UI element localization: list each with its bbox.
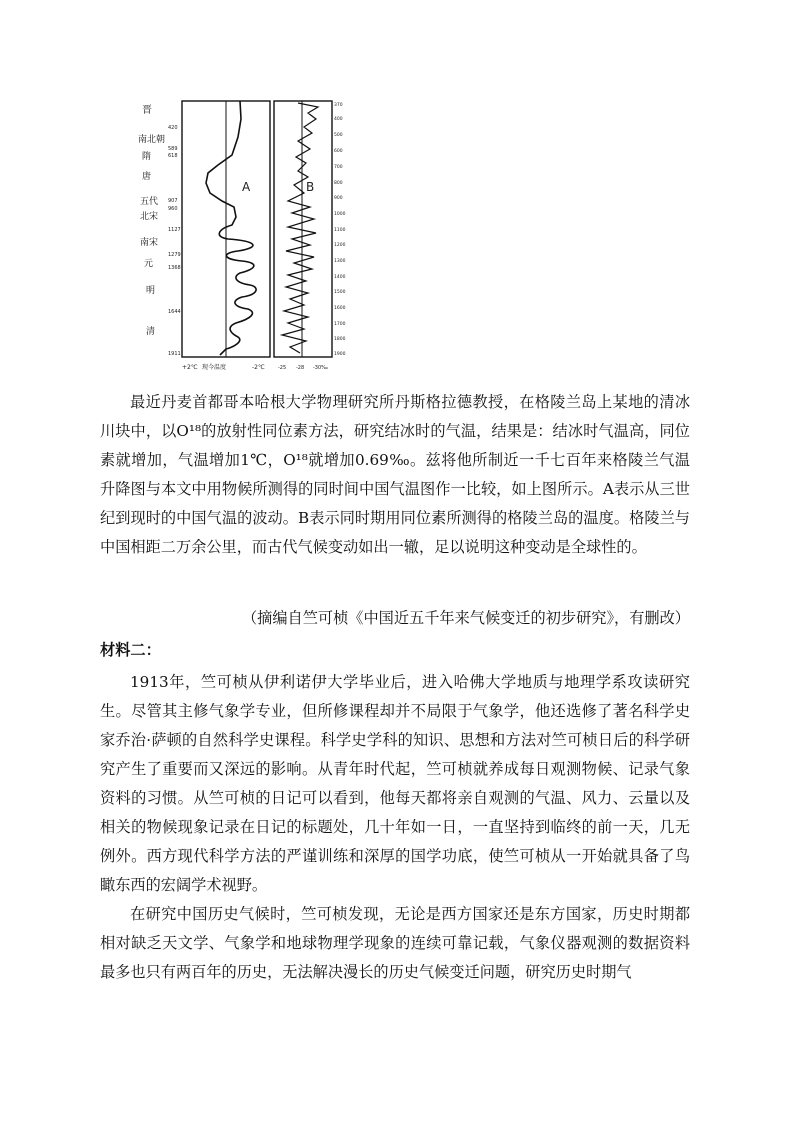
year-tick: 907 <box>168 198 178 204</box>
dynasty-label: 北宋 <box>140 212 159 222</box>
right-axis-year: 1600 <box>334 306 346 311</box>
dynasty-label: 清 <box>146 327 156 337</box>
panel-b-curve <box>282 103 318 353</box>
right-axis-year: 1700 <box>334 322 346 327</box>
body-paragraph: 最近丹麦首都哥本哈根大学物理研究所丹斯格拉德教授，在格陵兰岛上某地的清冰川块中，以O¹⁸的放射性同位素方法，研究结冰时的气温，结果是：结冰时气温高，同位素就增加，气温增加1℃，O¹⁸就增加0.69‰。兹将他所制近一千七百年来格陵兰气温升降图与本文中用物候所测得的同时间中国气温图作一比较，如上图所示。A表示从三世纪到现时的中国气温的波动。B表示同时期用同位素所测得的格陵兰岛的温度。格陵兰与中国相距二万余公里，而古代气候变动如出一辙，足以说明这种变动是全球性的。 <box>100 393 690 556</box>
right-axis-year: 1500 <box>334 290 346 295</box>
material-two-body <box>100 668 690 987</box>
year-tick: 420 <box>168 125 178 131</box>
panel-b-label: B <box>306 180 315 194</box>
year-tick: 1368 <box>168 265 181 271</box>
right-axis-year: 1900 <box>334 352 346 357</box>
body-paragraph: 在研究中国历史气候时，竺可桢发现，无论是西方国家还是东方国家，历史时期都相对缺乏天文学、气象学和地球物理学现象的连续可靠记载，气象仪器观测的数据资料最多也只有两百年的历史，无法解决漫长的历史气候变迁问题，研究历史时期气 <box>100 905 690 981</box>
dynasty-label: 南北朝 <box>138 135 166 145</box>
right-axis-year: 600 <box>334 149 343 154</box>
right-axis-year: 370 <box>334 103 343 108</box>
body-paragraph: 1913年，竺可桢从伊利诺伊大学毕业后，进入哈佛大学地质与地理学系攻读研究生。尽管其主修气象学专业，但所修课程却并不局限于气象学，他还选修了著名科学史家乔治·萨顿的自然科学史课程。科学史学科的知识、思想和方法对竺可桢日后的科学研究产生了重要而又深远的影响。从青年时代起，竺可桢就养成每日观测物候、记录气象资料的习惯。从竺可桢的日记可以看到，他每天都将亲自观测的气温、风力、云量以及相关的物候现象记录在日记的标题处，几十年如一日，一直坚持到临终的前一天，几无例外。西方现代科学方法的严谨训练和深厚的国学功底，使竺可桢从一开始就具备了鸟瞰东西的宏阔学术视野。 <box>100 673 690 894</box>
year-tick: 1911 <box>168 351 181 357</box>
panel-a-tick: +2℃ <box>182 364 198 371</box>
right-axis-year: 1400 <box>334 275 346 280</box>
year-tick: 618 <box>168 153 178 159</box>
dynasty-label: 南宋 <box>140 238 159 248</box>
dynasty-label: 明 <box>146 286 156 296</box>
right-axis-year: 500 <box>334 133 343 138</box>
dynasty-label: 元 <box>144 259 154 269</box>
year-tick: 1279 <box>168 252 181 258</box>
dynasty-label: 五代 <box>140 197 159 207</box>
panel-b-tick: -28 <box>296 365 305 371</box>
right-axis-year: 1100 <box>334 228 346 233</box>
panel-b-tick: -30‰ <box>313 365 328 371</box>
panel-a-axis-label: 现今温度 <box>202 364 227 371</box>
right-axis-years <box>334 102 346 357</box>
right-axis-year: 1000 <box>334 212 346 217</box>
right-axis-year: 900 <box>334 196 343 201</box>
right-axis-year: 400 <box>334 117 343 122</box>
right-axis-year: 700 <box>334 165 343 170</box>
dynasty-label: 唐 <box>142 172 152 182</box>
year-tick: 960 <box>168 206 178 212</box>
climate-comparison-figure <box>138 97 350 375</box>
right-axis-year: 1200 <box>334 243 346 248</box>
right-axis-year: 1800 <box>334 337 346 342</box>
material-one-body <box>100 388 690 562</box>
right-axis-year: 800 <box>334 181 343 186</box>
dynasty-label: 隋 <box>142 152 152 162</box>
right-axis-year: 1300 <box>334 259 346 264</box>
year-tick: 1644 <box>168 309 181 315</box>
year-tick: 589 <box>168 146 178 152</box>
panel-a-label: A <box>242 180 251 194</box>
dynasty-label: 晋 <box>142 105 152 116</box>
panel-b-tick: -25 <box>278 365 287 371</box>
panel-a-tick: -2℃ <box>252 364 265 371</box>
section-heading-material-two: 材料二： <box>100 641 161 659</box>
climate-chart-svg <box>138 97 350 375</box>
year-tick: 1127 <box>168 227 181 233</box>
panel-a-curve <box>206 101 256 355</box>
source-citation: （摘编自竺可桢《中国近五千年来气候变迁的初步研究》，有删改） <box>241 609 690 627</box>
